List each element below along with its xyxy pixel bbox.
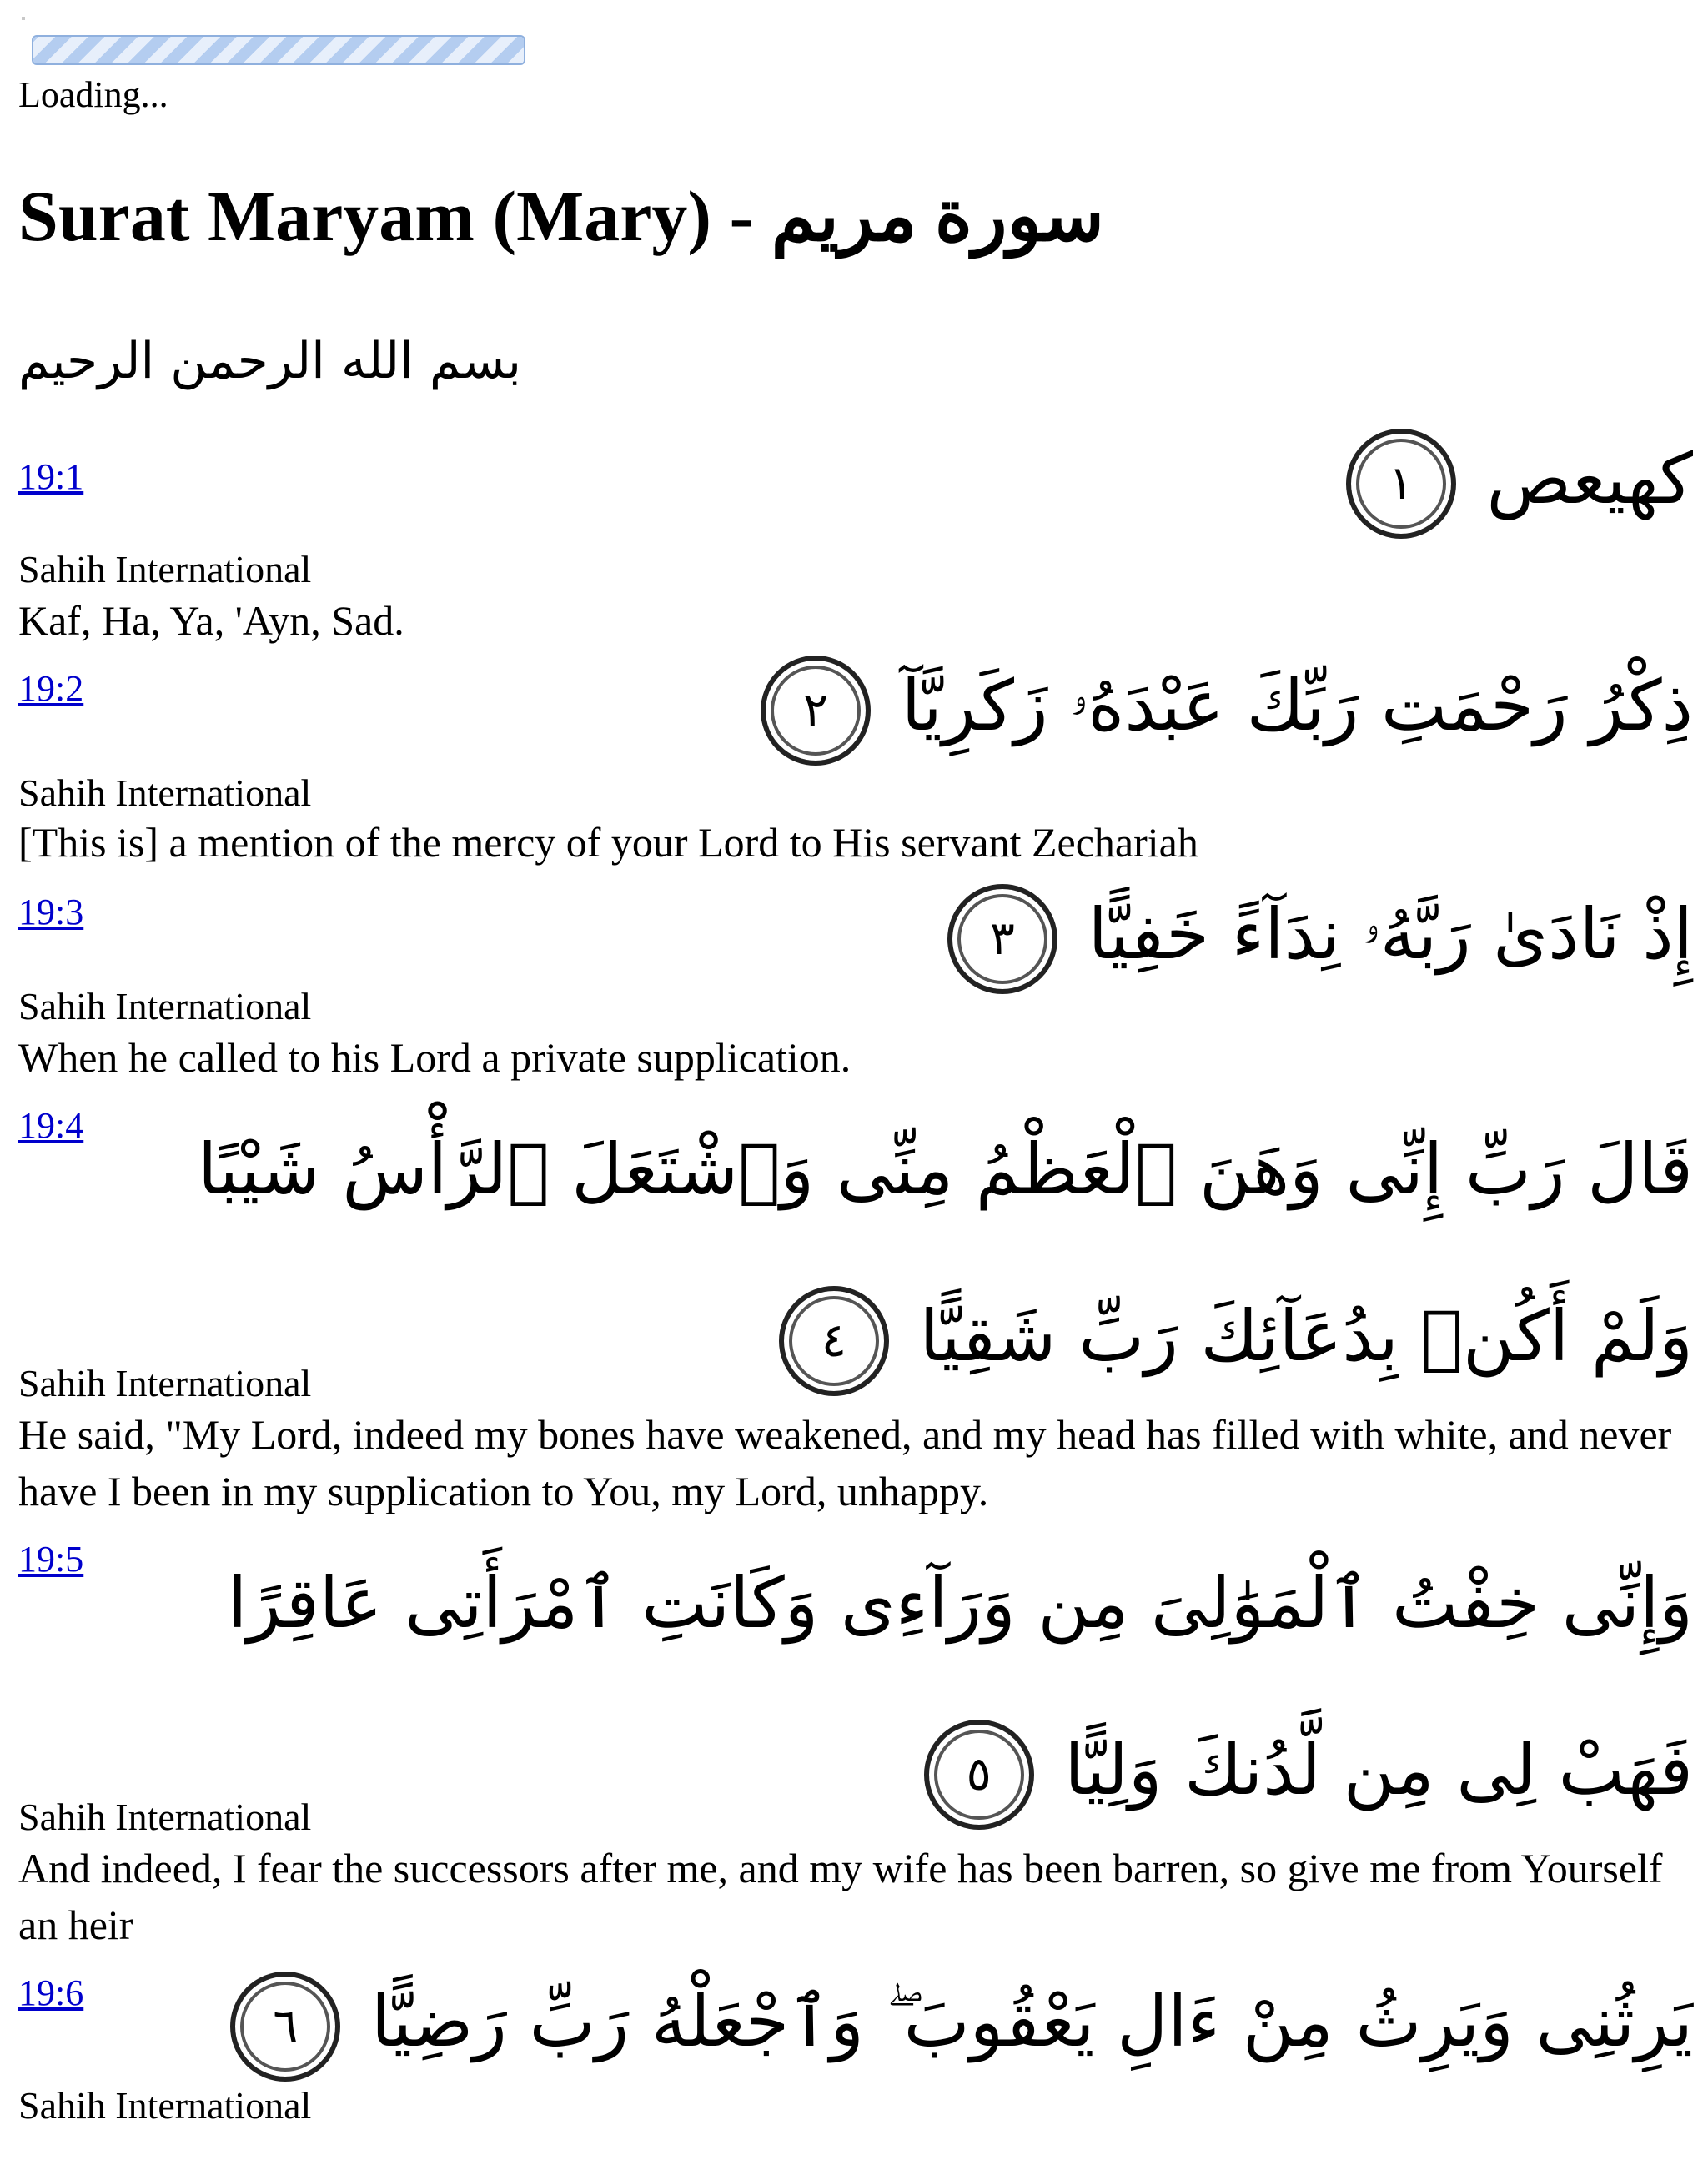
verse-link-19-2[interactable]: 19:2	[18, 668, 84, 709]
verse-link-19-6[interactable]: 19:6	[18, 1972, 84, 2013]
verse-arabic-19-2	[125, 639, 1693, 781]
translation-source: Sahih International	[18, 2084, 312, 2127]
verse-arabic-19-6	[125, 1955, 1693, 2097]
translation-source: Sahih International	[18, 1362, 312, 1404]
ayah-number-icon: ٦	[230, 1972, 340, 2082]
page-title: Surat Maryam (Mary) - سورة مريم	[18, 176, 1104, 256]
translation-source: Sahih International	[18, 1796, 312, 1838]
verse-arabic-text: كهيعص	[1486, 438, 1693, 520]
loading-progress-bar	[32, 35, 525, 65]
translation-source: Sahih International	[18, 985, 312, 1027]
ayah-number-icon: ٢	[761, 656, 871, 766]
verse-arabic-text: يَرِثُنِى وَيَرِثُ مِنْ ءَالِ يَعْقُوبَ ۖ وَٱجْعَلْهُ رَبِّ رَضِيًّا	[371, 1981, 1693, 2062]
translation-source: Sahih International	[18, 771, 312, 814]
ayah-number-icon: ٣	[947, 884, 1057, 994]
verse-translation-19-5: And indeed, I fear the successors after me, and my wife has been barren, so give me from Yourself an heir	[18, 1845, 1663, 1948]
verse-link-19-3[interactable]: 19:3	[18, 892, 84, 932]
ayah-number-icon: ٥	[924, 1720, 1034, 1830]
verse-arabic-19-4	[125, 1086, 1693, 1419]
basmala: بسم الله الرحمن الرحيم	[18, 332, 522, 390]
verse-arabic-text: قَالَ رَبِّ إِنِّى وَهَنَ ٱلْعَظْمُ مِنِّى وَٱشْتَعَلَ ٱلرَّأْسُ شَيْبًا وَلَمْ أَكُنۢ بِدُعَآئِكَ رَبِّ شَقِيًّا	[198, 1128, 1693, 1377]
verse-translation-19-2: [This is] a mention of the mercy of your Lord to His servant Zechariah	[18, 819, 1198, 866]
verse-arabic-19-1	[125, 412, 1693, 554]
verse-translation-19-4: He said, "My Lord, indeed my bones have weakened, and my head has filled with white, and never have I been in my supplication to You, my Lord, unhappy.	[18, 1411, 1672, 1514]
verse-translation-19-1: Kaf, Ha, Ya, 'Ayn, Sad.	[18, 597, 404, 644]
verse-arabic-text: إِذْ نَادَىٰ رَبَّهُۥ نِدَآءً خَفِيًّا	[1088, 893, 1693, 975]
ayah-number-icon: ٤	[779, 1286, 889, 1396]
verse-link-19-4[interactable]: 19:4	[18, 1105, 84, 1146]
verse-link-19-5[interactable]: 19:5	[18, 1539, 84, 1580]
verse-link-19-1[interactable]: 19:1	[18, 456, 84, 497]
ayah-number-icon: ١	[1346, 429, 1456, 539]
loader-corner-dot	[22, 17, 25, 20]
verse-arabic-19-3	[125, 867, 1693, 1009]
verse-arabic-19-5	[125, 1519, 1693, 1853]
verse-arabic-text: وَإِنِّى خِفْتُ ٱلْمَوَٰلِىَ مِن وَرَآءِى وَكَانَتِ ٱمْرَأَتِى عَاقِرًا فَهَبْ لِى مِن لَّدُنكَ وَلِيًّا	[228, 1562, 1693, 1811]
translation-source: Sahih International	[18, 548, 312, 590]
loading-progress-fill	[33, 37, 524, 63]
verse-translation-19-3: When he called to his Lord a private supplication.	[18, 1034, 851, 1081]
loading-text: Loading...	[18, 74, 168, 115]
verse-arabic-text: ذِكْرُ رَحْمَتِ رَبِّكَ عَبْدَهُۥ زَكَرِيَّآ	[901, 665, 1693, 746]
